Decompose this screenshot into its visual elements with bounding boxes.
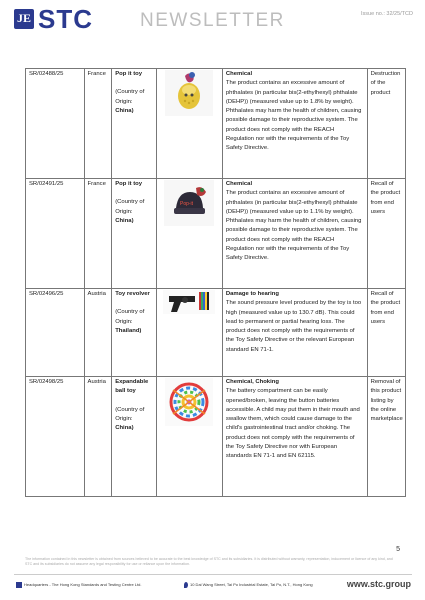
description-cell [222,289,367,377]
newsletter-title: NEWSLETTER [140,10,285,31]
pop-it-cap-photo-icon [164,180,214,226]
table-row [26,179,406,289]
headquarters-text: Headquarters - The Hong Kong Standards and Testing Centre Ltd. [24,582,142,587]
table-row [26,69,406,179]
risk-type: Damage to hearing [225,291,279,297]
origin-label: Origin: [115,415,133,422]
building-icon [16,582,22,588]
address-text: 10 Dai Wang Street, Tai Po Industrial Estate, Tai Po, N.T., Hong Kong [190,582,313,587]
ref-id: SR/02498/25 [26,377,85,497]
risk-description: The product contains an excessive amount of phthalates (in particular bis(2-ethylhexyl) phthalate (DEHP)) (measured value up to 1.1% by weight). Phthalates may harm the health of children, causing possible damage to their reproductive system. The product does not comply with the REACH Regulation nor with the requirements of the Toy Safety Directive. [225,190,362,262]
stc-logo-icon [14,9,34,29]
measure: Removal of this product listing by the online marketplace [367,377,405,497]
product-cell [112,69,157,179]
measure: Recall of the product from end users [367,289,405,377]
measure: Destruction of the product [367,69,405,179]
image-cell [156,179,222,289]
country: France [84,179,112,289]
svg-text:Pop-it: Pop-it [180,201,194,207]
location-pin-icon [184,582,188,588]
risk-description: The product contains an excessive amount of phthalates (in particular bis(2-ethylhexyl) phthalate (DEHP)) (measured value up to 1.8% by weight). Phthalates may harm the health of children, causing possible damage to their reproductive system. The product does not comply with the REACH Regulation nor with the requirements of the Toy Safety Directive. [225,80,362,152]
ref-id: SR/02488/25 [26,69,85,179]
product-name: Pop it toy [115,181,143,187]
origin-label: (Country of [115,309,145,316]
table-row [26,377,406,497]
product-name: Expandable ball toy [115,379,149,395]
risk-type: Chemical, Choking [225,379,279,385]
product-table [25,68,406,497]
product-name: Toy revolver [115,291,150,297]
logo-mark: JE [17,11,32,25]
expandable-ball-photo-icon [165,378,213,426]
origin-label: (Country of [115,406,145,413]
product-cell [112,289,157,377]
risk-type: Chemical [225,71,253,77]
country: France [84,69,112,179]
country: Austria [84,377,112,497]
origin-label: Origin: [115,318,133,325]
country: Austria [84,289,112,377]
origin-label: (Country of [115,199,145,206]
product-cell [112,377,157,497]
footer-divider [14,574,412,575]
website-link[interactable]: www.stc.group [346,579,411,589]
origin-country: Thailand) [115,327,142,334]
risk-type: Chemical [225,181,253,187]
description-cell [222,377,367,497]
measure: Recall of the product from end users [367,179,405,289]
page-number: 5 [396,546,400,553]
origin-label: Origin: [115,208,133,215]
table-row [26,289,406,377]
product-cell [112,179,157,289]
description-cell [222,69,367,179]
image-cell [156,69,222,179]
image-cell [156,289,222,377]
description-cell [222,179,367,289]
origin-label: (Country of [115,89,145,96]
risk-description: The sound pressure level produced by the toy is too high (measured value up to 130.7 dB). This could lead to permanent or partial hearing loss. The product does not comply with the requirements of the Toy Safety Directive or the relevant European standard EN 71-1. [225,300,362,353]
ref-id: SR/02496/25 [26,289,85,377]
pop-it-toy-photo-icon [165,70,213,116]
origin-country: China) [115,107,134,114]
origin-country: China) [115,217,134,224]
logo-text: STC [38,4,93,34]
toy-revolver-photo-icon [163,290,215,314]
disclaimer: The information contained in this newsletter is obtained from sources believed to be accurate to the best knowledge of STC and its subsidiaries. It is distributed without warranty, representation, inducement or licence of any kind, and STC and its subsidiaries do not assume any legal responsibility for use or reliance upon the information. [25,557,393,566]
page-header [0,0,425,40]
origin-label: Origin: [115,98,133,105]
image-cell [156,377,222,497]
page-footer [0,574,425,600]
ref-id: SR/02491/25 [26,179,85,289]
risk-description: The battery compartment can be easily opened/broken, leaving the button batteries accessible. A child may put them in their mouth and swallow them, which could cause damage to the child's gastrointestinal tract and/or choking. The product does not comply with the requirements of the Toy Safety Directive nor with European standards EN 71-1 and EN 62115. [225,388,360,460]
product-name: Pop it toy [115,71,143,77]
origin-country: China) [115,425,134,432]
issue-number: Issue no.: 32/25/TCD [361,11,413,17]
